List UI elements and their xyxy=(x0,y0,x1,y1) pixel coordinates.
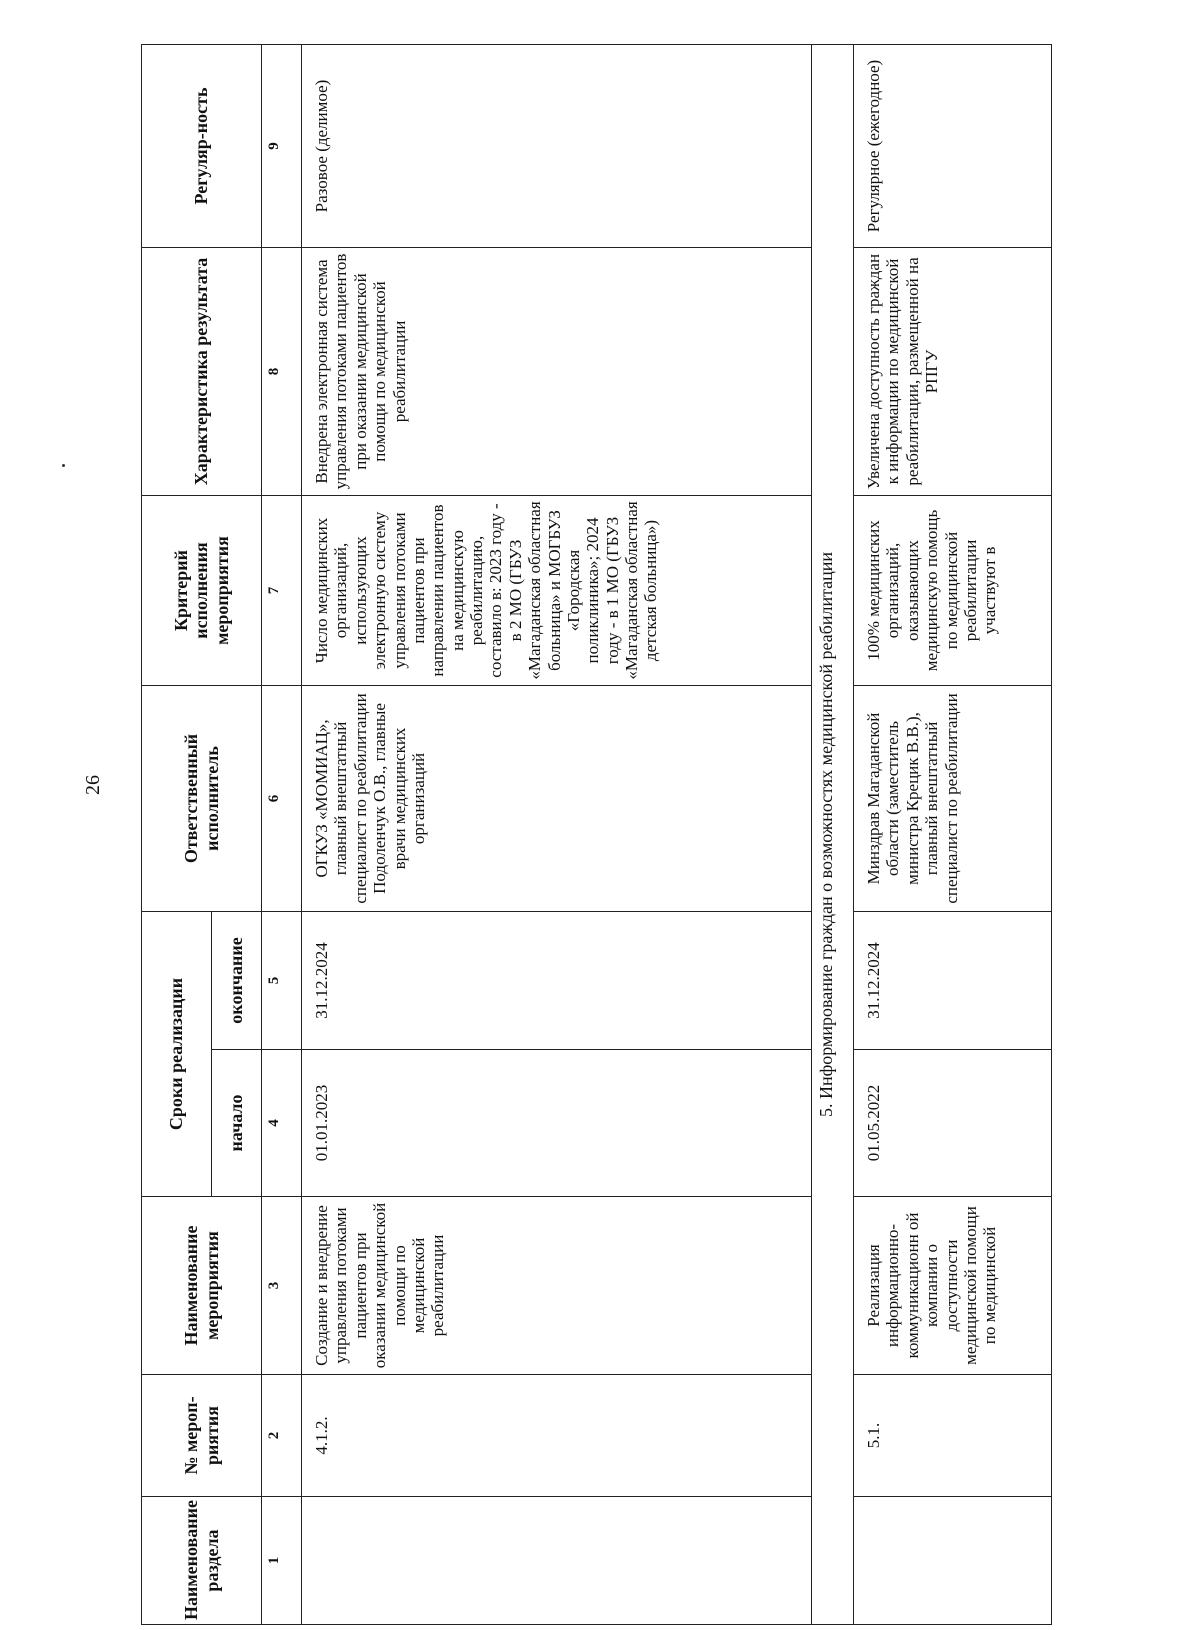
table-row-4-1-2 xyxy=(302,44,812,1624)
column-number: 7 xyxy=(262,495,302,685)
header-responsible: Ответственный исполнитель xyxy=(142,685,262,911)
end-date-cell: 31.12.2024 xyxy=(854,911,1052,1049)
section-cell xyxy=(854,1497,1052,1625)
header-section-name: Наименование раздела xyxy=(142,1497,262,1625)
header-row-1 xyxy=(142,44,212,1624)
page-number: 26 xyxy=(82,775,104,795)
header-activity-name: Наименование мероприятия xyxy=(142,1197,262,1375)
column-number: 1 xyxy=(262,1497,302,1625)
activity-number-cell: 4.1.2. xyxy=(302,1375,812,1497)
criterion-cell: 100% медицинских организаций, оказывающих медицинскую помощь по медицинской реабилитации участвуют в xyxy=(854,495,1052,685)
result-cell: Увеличена доступность граждан к информации по медицинской реабилитации, размещенной на РПГУ xyxy=(854,247,1052,495)
column-number: 4 xyxy=(262,1050,302,1197)
rotated-table-container xyxy=(141,45,1051,1625)
activity-name-cell: Реализация информационно-коммуникационн ой компании о доступности медицинской помощи по медицинской xyxy=(854,1197,1052,1375)
column-number: 9 xyxy=(262,44,302,247)
responsible-cell: ОГКУЗ «МОМИАЦ», главный внештатный специалист по реабилитации Подоленчук О.В., главные врачи медицинских организаций xyxy=(302,685,812,911)
column-number: 3 xyxy=(262,1197,302,1375)
activity-name-cell: Создание и внедрение управления потоками пациентов при оказании медицинской помощи по медицинской реабилитации xyxy=(302,1197,812,1375)
header-end: окончание xyxy=(212,911,262,1049)
section-5-title: 5. Информирование граждан о возможностях медицинской реабилитации xyxy=(812,44,854,1624)
scan-speck xyxy=(62,464,65,467)
responsible-cell: Минздрав Магаданской области (заместитель министра Крецик В.В.), главный внештатный специалист по реабилитации xyxy=(854,685,1052,911)
section-5-row xyxy=(812,44,854,1624)
end-date-cell: 31.12.2024 xyxy=(302,911,812,1049)
column-number-row xyxy=(262,44,302,1624)
activity-number-cell: 5.1. xyxy=(854,1375,1052,1497)
table-row-5-1 xyxy=(854,44,1052,1624)
header-result: Характеристика результата xyxy=(142,247,262,495)
start-date-cell: 01.05.2022 xyxy=(854,1050,1052,1197)
section-cell xyxy=(302,1497,812,1625)
result-cell: Внедрена электронная система управления потоками пациентов при оказании медицинской помощи по медицинской реабилитации xyxy=(302,247,812,495)
regularity-cell: Регулярное (ежегодное) xyxy=(854,44,1052,247)
header-dates-group: Сроки реализации xyxy=(142,911,212,1196)
column-number: 6 xyxy=(262,685,302,911)
header-activity-number: № мероп-риятия xyxy=(142,1375,262,1497)
criterion-cell: Число медицинских организаций, использующих электронную систему управления потоками пациентов при направлении пациентов на медицинскую реабилитацию, составило в: 2023 году - в 2 МО (ГБУЗ «Магаданская областная больница» и МОГБУЗ «Городская поликлиника»; 2024 году - в 1 МО (ГБУЗ «Магаданская областная детская больница») xyxy=(302,495,812,685)
start-date-cell: 01.01.2023 xyxy=(302,1050,812,1197)
header-criterion: Критерий исполнения мероприятия xyxy=(142,495,262,685)
column-number: 2 xyxy=(262,1375,302,1497)
activities-table xyxy=(141,44,1052,1625)
column-number: 8 xyxy=(262,247,302,495)
header-regularity: Регуляр-ность xyxy=(142,44,262,247)
column-number: 5 xyxy=(262,911,302,1049)
header-start: начало xyxy=(212,1050,262,1197)
regularity-cell: Разовое (делимое) xyxy=(302,44,812,247)
